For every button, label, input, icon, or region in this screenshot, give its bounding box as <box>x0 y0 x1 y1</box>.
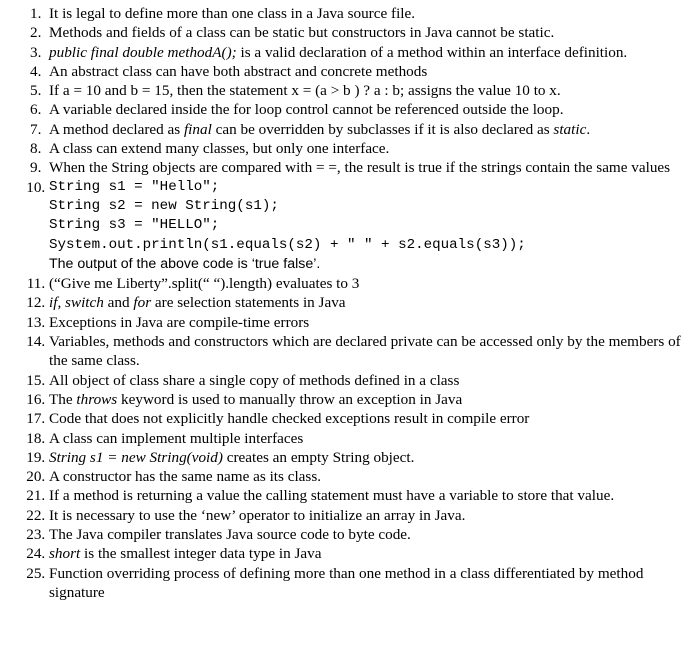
question-19 <box>0 448 700 467</box>
question-16 <box>0 390 700 409</box>
question-number: 4. <box>30 62 42 80</box>
question-number: 19. <box>26 448 46 466</box>
question-13 <box>0 313 700 332</box>
question-text: All object of class share a single copy of methods defined in a class <box>49 371 460 389</box>
question-7 <box>0 120 700 139</box>
question-text: An abstract class can have both abstract and concrete methods <box>49 62 428 80</box>
question-number: 9. <box>30 159 42 177</box>
question-6 <box>0 100 700 119</box>
question-text: The Java compiler translates Java source code to byte code. <box>49 526 411 544</box>
question-12 <box>0 293 700 312</box>
text-segment: . <box>586 120 591 138</box>
question-text <box>49 293 700 312</box>
question-number: 10. <box>26 178 46 196</box>
question-text <box>49 544 700 563</box>
question-5 <box>0 81 700 100</box>
question-8 <box>0 139 700 158</box>
question-number: 16. <box>26 390 46 408</box>
question-number: 13. <box>26 313 46 331</box>
question-9 <box>0 158 700 177</box>
question-14 <box>0 332 700 371</box>
question-text: It is necessary to use the ‘new’ operator to initialize an array in Java. <box>49 506 466 524</box>
question-number: 25. <box>26 564 46 582</box>
question-text <box>49 390 700 409</box>
question-number: 22. <box>26 506 46 524</box>
question-text: Function overriding process of defining more than one method in a class differentiated by method signature <box>49 564 644 601</box>
question-number: 1. <box>30 5 42 22</box>
question-21 <box>0 486 700 505</box>
question-number: 8. <box>30 140 42 158</box>
question-number: 11. <box>26 275 46 293</box>
question-17 <box>0 409 700 428</box>
question-text: It is legal to define more than one class in a Java source file. <box>49 5 416 22</box>
question-text: A constructor has the same name as its class. <box>49 468 322 486</box>
question-text: Code that does not explicitly handle checked exceptions result in compile error <box>49 410 530 428</box>
keyword-final: final <box>183 120 212 138</box>
question-10 <box>0 178 700 274</box>
code-signature: public final double methodA(); <box>49 43 237 61</box>
question-18 <box>0 429 700 448</box>
question-11 <box>0 274 700 293</box>
text-segment: is a valid declaration of a method within an interface definition. <box>236 43 628 61</box>
question-text <box>49 120 700 139</box>
question-number: 3. <box>30 43 42 61</box>
question-3 <box>0 43 700 62</box>
keyword-throws: throws <box>76 390 118 408</box>
question-text: A variable declared inside the for loop control cannot be referenced outside the loop. <box>49 101 564 119</box>
question-number: 18. <box>26 429 46 447</box>
text-segment: are selection statements in Java <box>151 294 346 312</box>
text-segment: A method declared as <box>49 120 184 138</box>
question-text: Methods and fields of a class can be static but constructors in Java cannot be static. <box>49 24 555 42</box>
question-text <box>49 448 700 467</box>
code-line: System.out.println(s1.equals(s2) + " " + s2.equals(s3)); <box>49 236 526 253</box>
question-number: 24. <box>26 545 46 563</box>
keyword-for: for <box>133 294 152 312</box>
code-output-note: The output of the above code is ‘true false’. <box>49 255 321 272</box>
question-text <box>49 178 700 274</box>
question-text: (“Give me Liberty”.split(“ “).length) evaluates to 3 <box>49 275 360 293</box>
question-text: A class can extend many classes, but only one interface. <box>49 140 390 158</box>
code-statement: String s1 = new String(void) <box>49 448 223 466</box>
code-line: String s2 = new String(s1); <box>49 197 279 214</box>
question-number: 7. <box>30 120 42 138</box>
question-list <box>0 4 700 602</box>
question-number: 17. <box>26 410 46 428</box>
question-number: 21. <box>26 487 46 505</box>
question-text <box>49 43 700 62</box>
keyword-short: short <box>49 545 81 563</box>
text-segment: The <box>49 390 77 408</box>
keyword-if-switch: if, switch <box>49 294 104 312</box>
code-line: String s3 = "HELLO"; <box>49 217 220 234</box>
question-22 <box>0 506 700 525</box>
text-segment: is the smallest integer data type in Java <box>80 545 322 563</box>
question-text: If a method is returning a value the calling statement must have a variable to store that value. <box>49 487 615 505</box>
question-1 <box>0 4 700 23</box>
question-number: 5. <box>30 82 42 100</box>
question-23 <box>0 525 700 544</box>
text-segment: can be overridden by subclasses if it is also declared as <box>211 120 554 138</box>
question-text: Variables, methods and constructors which are declared private can be accessed only by the members of the same class. <box>49 333 681 370</box>
text-segment: and <box>103 294 134 312</box>
question-number: 23. <box>26 526 46 544</box>
question-2 <box>0 23 700 42</box>
question-25 <box>0 564 700 603</box>
question-24 <box>0 544 700 563</box>
question-text: When the String objects are compared with = =, the result is true if the strings contain the same values <box>49 159 671 177</box>
question-4 <box>0 62 700 81</box>
code-line: String s1 = "Hello"; <box>49 178 220 195</box>
text-segment: creates an empty String object. <box>222 448 415 466</box>
question-20 <box>0 467 700 486</box>
question-number: 2. <box>30 24 42 42</box>
question-number: 14. <box>26 333 46 351</box>
question-number: 20. <box>26 468 46 486</box>
question-text: Exceptions in Java are compile-time errors <box>49 313 310 331</box>
question-text: A class can implement multiple interfaces <box>49 429 304 447</box>
question-15 <box>0 371 700 390</box>
keyword-static: static <box>553 120 587 138</box>
question-number: 15. <box>26 371 46 389</box>
question-text: If a = 10 and b = 15, then the statement x = (a > b ) ? a : b; assigns the value 10 to x. <box>49 82 561 100</box>
question-number: 6. <box>30 101 42 119</box>
text-segment: keyword is used to manually throw an exception in Java <box>117 390 463 408</box>
question-number: 12. <box>26 294 46 312</box>
